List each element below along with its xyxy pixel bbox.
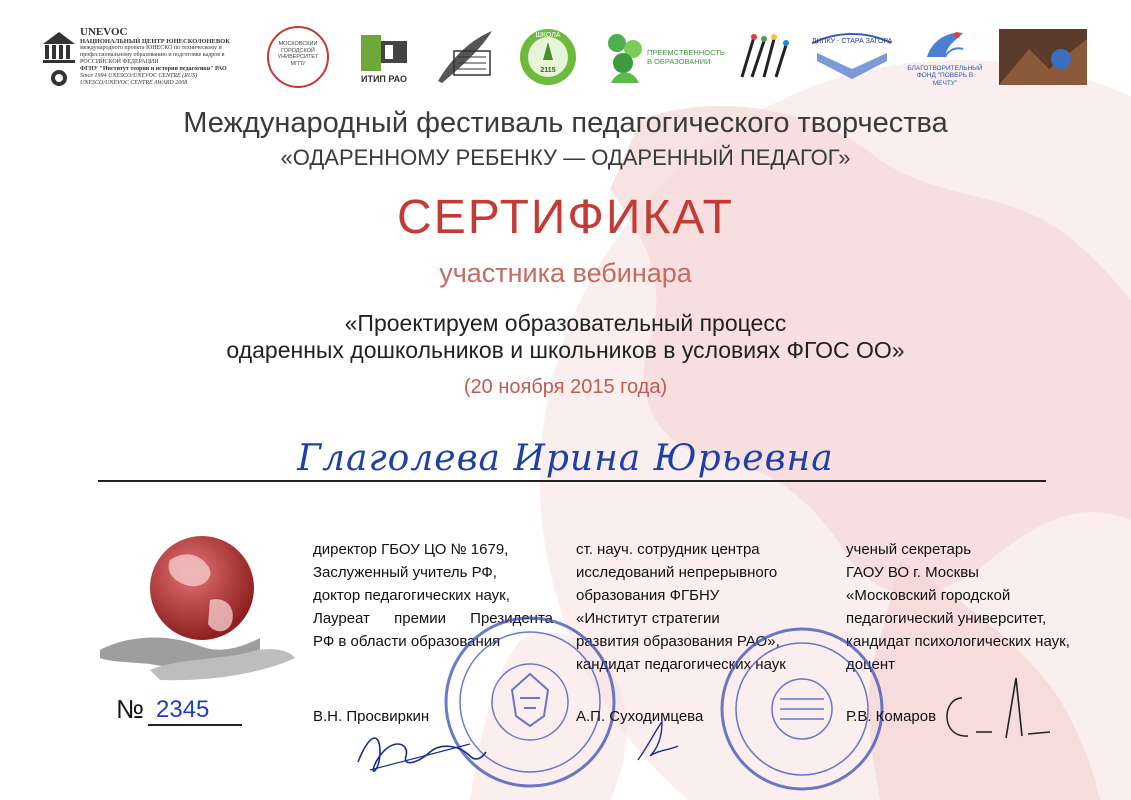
signatory-2-credentials: ст. науч. сотрудник центра исследований непрерывного образования ФГБНУ «Институт стратегии развития образования РАО», кандидат педагогических наук bbox=[576, 541, 786, 673]
preemstvennost-logo: ПРЕЕМСТВЕННОСТЬ В ОБРАЗОВАНИИ bbox=[598, 18, 722, 96]
fond-logo: БЛАГОТВОРИТЕЛЬНЫЙ ФОНД "ПОВЕРЬ В МЕЧТУ" bbox=[904, 18, 986, 96]
photo-logo bbox=[998, 18, 1088, 96]
unesco-logo bbox=[38, 18, 80, 96]
participant-name: Глаголева Ирина Юрьевна bbox=[297, 438, 834, 479]
festival-title: Международный фестиваль педагогического творчества bbox=[183, 107, 948, 139]
webinar-date: (20 ноября 2015 года) bbox=[463, 376, 668, 398]
certificate-title: СЕРТИФИКАТ bbox=[397, 191, 734, 244]
signatory-3-name: Р.В. Комаров bbox=[846, 708, 937, 725]
signature-2 bbox=[628, 716, 688, 766]
quill-logo bbox=[430, 18, 500, 96]
signatory-3-credentials: ученый секретарь ГАОУ ВО г. Москвы «Московский городской педагогический университет, кандидат психологических наук, доцент bbox=[846, 541, 1070, 673]
signature-3 bbox=[932, 668, 1062, 752]
name-underline bbox=[98, 480, 1046, 482]
svg-text:ДИПКУ - СТАРА ЗАГОРА: ДИПКУ - СТАРА ЗАГОРА bbox=[811, 38, 893, 45]
festival-motto: «ОДАРЕННОМУ РЕБЕНКУ — ОДАРЕННЫЙ ПЕДАГОГ» bbox=[280, 145, 851, 170]
mgpu-logo: МОСКОВСКИЙ ГОРОДСКОЙ УНИВЕРСИТЕТ МГПУ bbox=[262, 18, 334, 96]
signature-1 bbox=[350, 722, 490, 782]
unesco-caption: UNEVOC НАЦИОНАЛЬНЫЙ ЦЕНТР ЮНЕСКО/ЮНЕВОК международного проекта ЮНЕСКО по техническому и профессиональному образованию и подготовке кадров в РОССИЙСКОЙ ФЕДЕРАЦИИ ФГНУ "Институт теории и истории педагогики" РАО Since 1994 UNESCO/UNEVOC CENTRE (RUS) UNESCO/UNEVOC CENTRE AWARD 2008 bbox=[80, 26, 230, 86]
partner-logos bbox=[0, 18, 1131, 98]
signatory-1-name: В.Н. Просвиркин bbox=[313, 708, 430, 725]
webinar-topic-line-1: «Проектируем образовательный процесс bbox=[344, 310, 787, 336]
svg-text:2115: 2115 bbox=[540, 67, 556, 74]
certificate-subtitle: участника вебинара bbox=[439, 258, 692, 288]
signatory-2-name: А.П. Суходимцева bbox=[576, 708, 704, 725]
signatory-1-credentials: директор ГБОУ ЦО № 1679, Заслуженный учитель РФ, доктор педагогических наук, Лауреат премии Президента РФ в области образования bbox=[313, 541, 553, 650]
number-underline bbox=[148, 724, 242, 726]
svg-text:ШКОЛА: ШКОЛА bbox=[535, 32, 561, 39]
dancers-logo bbox=[737, 18, 791, 96]
itip-rao-logo: ИТИП РАО bbox=[352, 18, 416, 96]
school-2115-logo bbox=[515, 18, 581, 96]
number-sign: № bbox=[116, 694, 144, 724]
webinar-topic-line-2: одаренных дошкольников и школьников в условиях ФГОС ОО» bbox=[226, 337, 905, 363]
certificate-number: 2345 bbox=[156, 696, 210, 723]
globe-hands-emblem bbox=[90, 530, 305, 690]
stara-zagora-logo bbox=[806, 18, 898, 96]
